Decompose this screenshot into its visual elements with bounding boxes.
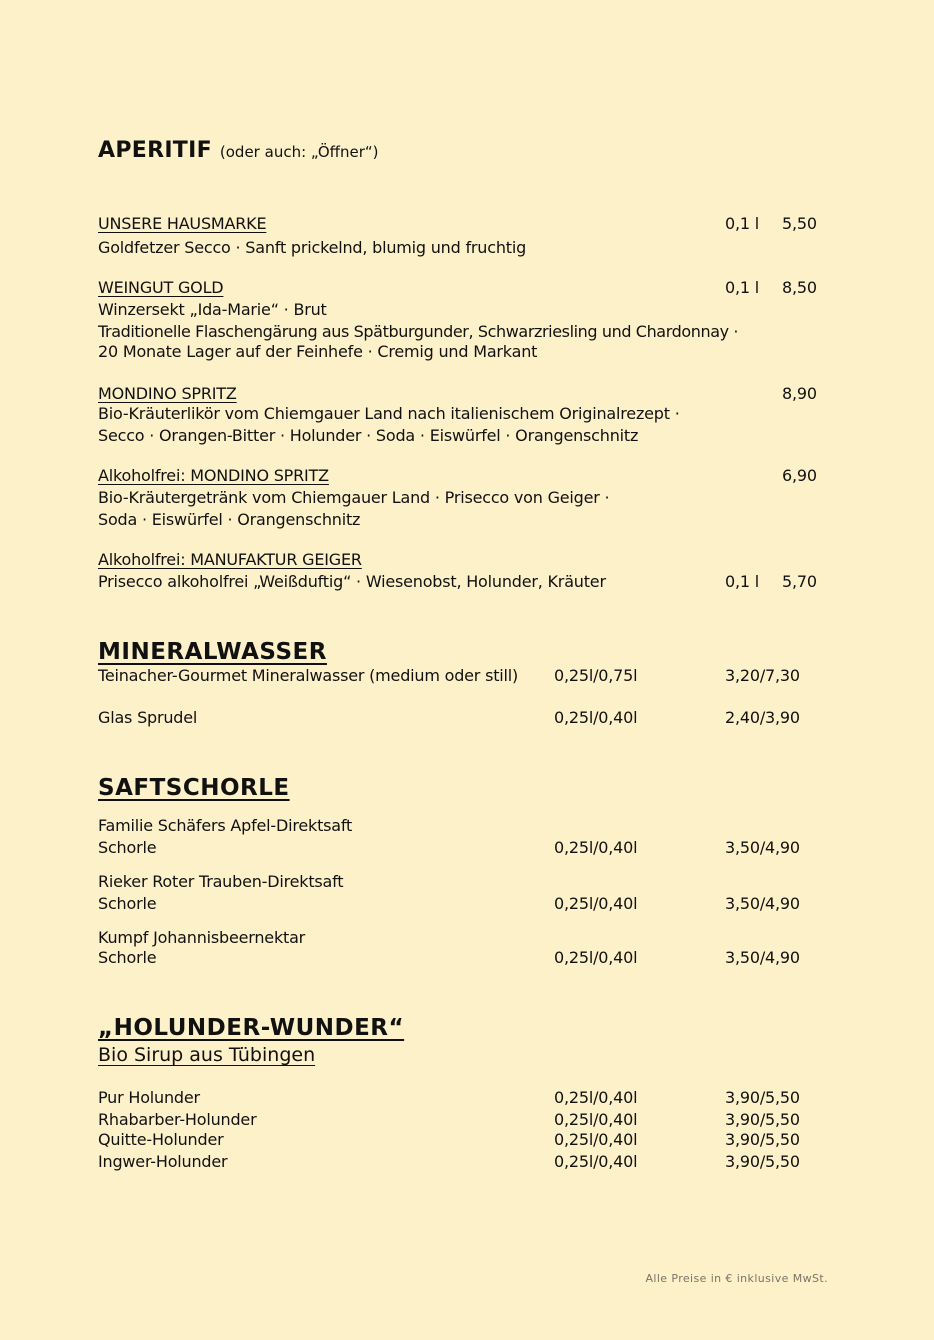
saftschorle-title: SAFTSCHORLE [98, 775, 290, 801]
menu-item-description: Winzersekt „Ida-Marie“ · Brut [98, 300, 327, 319]
menu-item-price: 6,90 [782, 466, 817, 485]
menu-item-volume: 0,25l/0,40l [554, 948, 638, 967]
menu-item-description: Secco · Orangen-Bitter · Holunder · Soda · Eiswürfel · Orangenschnitz [98, 426, 639, 445]
menu-item-volume: 0,1 l [725, 214, 759, 233]
menu-item-price: 2,40/3,90 [725, 708, 800, 727]
holunder-title: „HOLUNDER-WUNDER“ [98, 1015, 405, 1041]
menu-item-description: Soda · Eiswürfel · Orangenschnitz [98, 510, 361, 529]
menu-item-volume: 0,25l/0,40l [554, 1088, 638, 1107]
menu-item-price: 3,20/7,30 [725, 666, 800, 685]
holunder-subtitle: Bio Sirup aus Tübingen [98, 1044, 316, 1066]
menu-item-price: 8,90 [782, 384, 817, 403]
aperitif-subtitle: (oder auch: „Öffner“) [219, 143, 379, 161]
menu-item-name: WEINGUT GOLD [98, 278, 224, 297]
menu-item-name: MONDINO SPRITZ [98, 384, 237, 403]
menu-item-description: Prisecco alkoholfrei „Weißduftig“ · Wiesenobst, Holunder, Kräuter [98, 572, 606, 591]
menu-item-price: 3,90/5,50 [725, 1152, 800, 1171]
menu-item-name: Rhabarber-Holunder [98, 1110, 257, 1129]
menu-item-subtitle: Schorle [98, 894, 157, 913]
menu-item-name: Alkoholfrei: MANUFAKTUR GEIGER [98, 550, 362, 569]
menu-item-price: 3,90/5,50 [725, 1088, 800, 1107]
menu-item-name: Rieker Roter Trauben-Direktsaft [98, 872, 344, 891]
menu-item-volume: 0,1 l [725, 572, 759, 591]
menu-item-price: 5,50 [782, 214, 817, 233]
mineralwasser-title: MINERALWASSER [98, 639, 327, 665]
menu-item-name: UNSERE HAUSMARKE [98, 214, 267, 233]
menu-item-volume: 0,25l/0,40l [554, 1152, 638, 1171]
menu-item-subtitle: Schorle [98, 948, 157, 967]
menu-item-price: 3,90/5,50 [725, 1130, 800, 1149]
menu-item-volume: 0,25l/0,40l [554, 708, 638, 727]
menu-item-volume: 0,25l/0,40l [554, 894, 638, 913]
menu-item-price: 3,50/4,90 [725, 894, 800, 913]
menu-item-price: 3,50/4,90 [725, 948, 800, 967]
menu-item-name: Ingwer-Holunder [98, 1152, 228, 1171]
menu-item-name: Glas Sprudel [98, 708, 198, 727]
menu-item-subtitle: Schorle [98, 838, 157, 857]
menu-item-price: 8,50 [782, 278, 817, 297]
menu-item-description: Bio-Kräutergetränk vom Chiemgauer Land · Prisecco von Geiger · [98, 488, 610, 507]
menu-item-name: Familie Schäfers Apfel-Direktsaft [98, 816, 353, 835]
menu-item-volume: 0,25l/0,75l [554, 666, 638, 685]
menu-item-volume: 0,25l/0,40l [554, 838, 638, 857]
aperitif-title: APERITIF [98, 138, 212, 163]
menu-item-volume: 0,1 l [725, 278, 759, 297]
menu-item-name: Quitte-Holunder [98, 1130, 224, 1149]
aperitif-heading [98, 138, 379, 165]
menu-item-description: 20 Monate Lager auf der Feinhefe · Cremig und Markant [98, 342, 538, 361]
menu-item-name: Pur Holunder [98, 1088, 200, 1107]
menu-item-name: Teinacher-Gourmet Mineralwasser (medium oder still) [98, 666, 519, 685]
menu-item-description: Bio-Kräuterlikör vom Chiemgauer Land nach italienischem Originalrezept · [98, 404, 680, 423]
menu-item-name: Alkoholfrei: MONDINO SPRITZ [98, 466, 329, 485]
price-footnote: Alle Preise in € inklusive MwSt. [645, 1272, 828, 1285]
menu-item-description: Traditionelle Flaschengärung aus Spätburgunder, Schwarzriesling und Chardonnay · [98, 322, 739, 341]
menu-item-description: Goldfetzer Secco · Sanft prickelnd, blumig und fruchtig [98, 238, 527, 257]
menu-item-volume: 0,25l/0,40l [554, 1110, 638, 1129]
menu-item-price: 3,90/5,50 [725, 1110, 800, 1129]
menu-item-price: 5,70 [782, 572, 817, 591]
menu-item-name: Kumpf Johannisbeernektar [98, 928, 306, 947]
menu-item-volume: 0,25l/0,40l [554, 1130, 638, 1149]
menu-item-price: 3,50/4,90 [725, 838, 800, 857]
